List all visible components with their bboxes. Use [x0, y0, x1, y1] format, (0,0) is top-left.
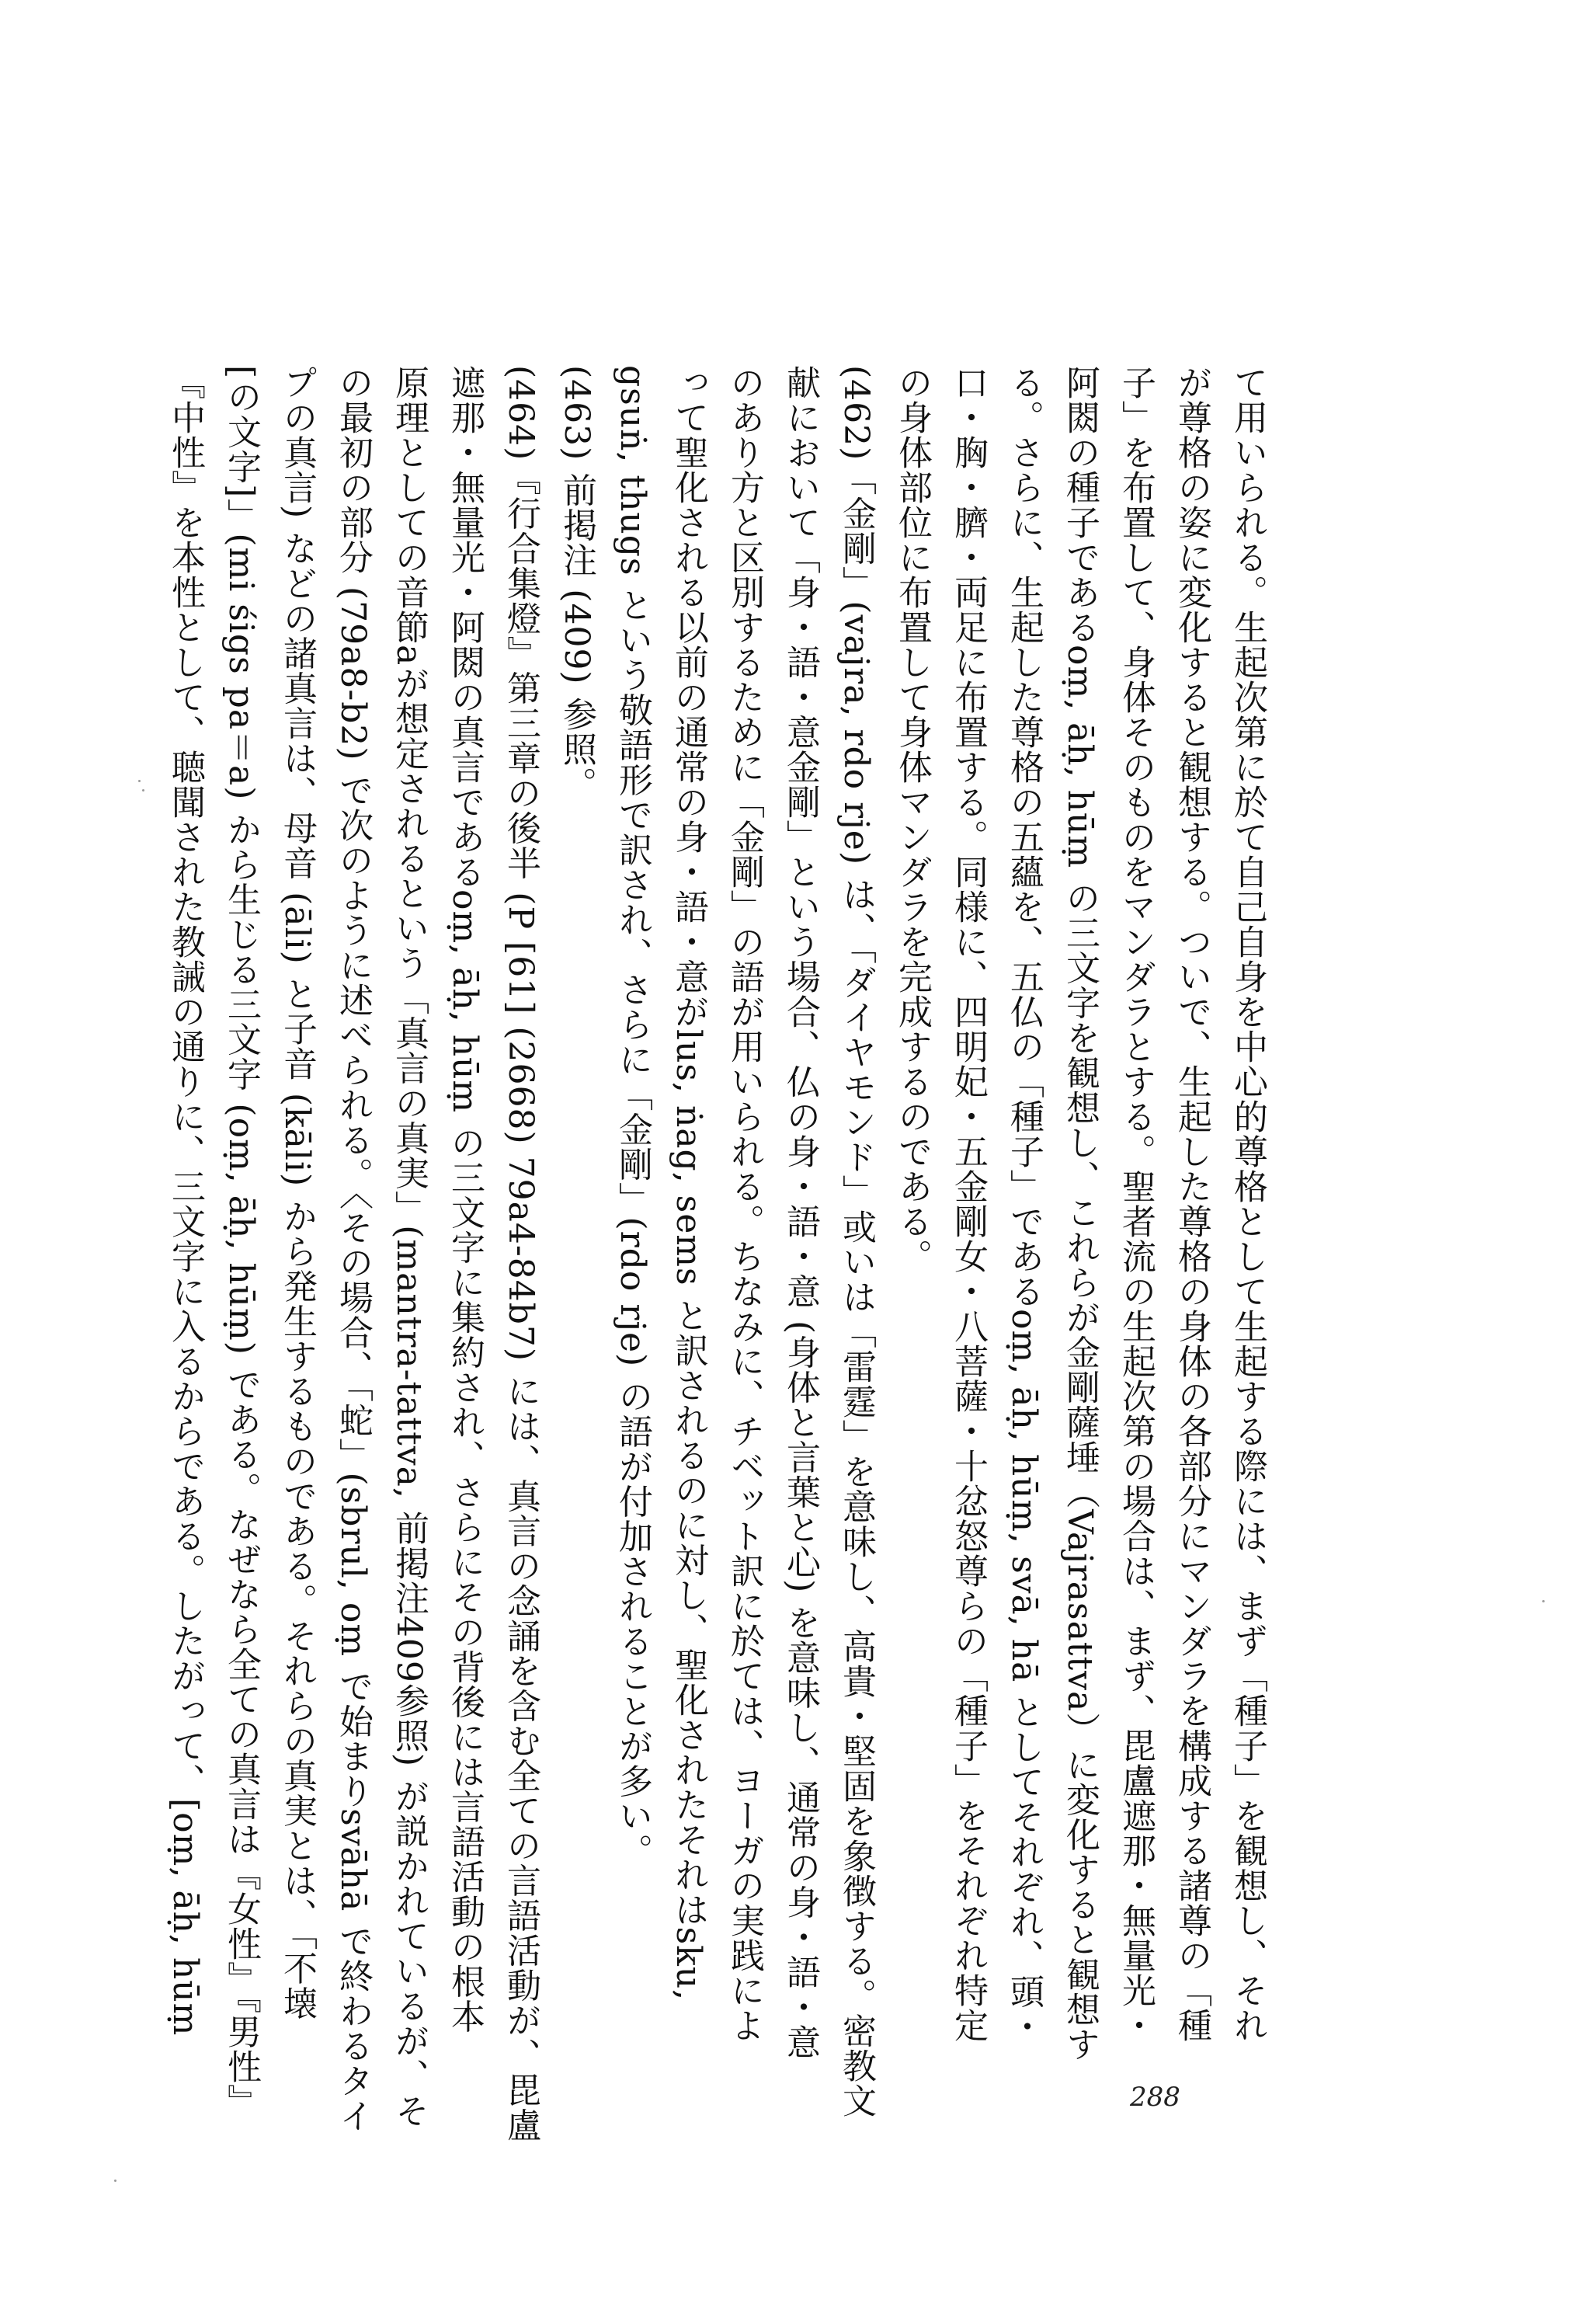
text-line: 献において「身・語・意金剛」という場合、仏の身・語・意 (身体と言葉と心) を意味し、通常の身・語・意 — [780, 365, 820, 2060]
text-line: の身体部位に布置して身体マンダラを完成するのである。 — [892, 365, 932, 1274]
text-line: プの真言) などの諸真言は、母音 (āli) と子音 (kāli) から発生するものである。それらの真実とは、「不壊 — [277, 365, 317, 2021]
scan-speck — [114, 2180, 116, 2182]
text-line: [の文字]」(mi śigs pa＝a) から生じる三文字 (oṃ, āḥ, hūṃ) である。なぜなら全ての真言は『女性』『男性』 — [221, 365, 261, 2119]
text-line: る。さらに、生起した尊格の五蘊を、五仏の「種子」であるoṃ, āḥ, hūṃ, svā, hā としてそれぞれ、頭・ — [1004, 365, 1044, 2044]
text-line: て用いられる。生起次第に於て自己自身を中心的尊格として生起する際には、まず「種子」を観想し、それ — [1228, 365, 1267, 2043]
text-line: 口・胸・臍・両足に布置する。同様に、四明妃・五金剛女・八菩薩・十忿怒尊らの「種子」をそれぞれ特定 — [948, 365, 988, 2043]
text-line: 子」を布置して、身体そのものをマンダラとする。聖者流の生起次第の場合は、まず、毘盧遮那・無量光・ — [1116, 365, 1156, 2043]
text-line: 原理としての音節aが想定されるという「真言の真実」(mantra-tattva, 前掲注409参照) が説かれているが、そ — [389, 365, 429, 2128]
text-line: のあり方と区別するために「金剛」の語が用いられる。ちなみに、チベット訳に於ては、ヨーガの実践によ — [725, 365, 764, 2043]
text-line: 阿閦の種子であるoṃ, āḥ, hūṃ の三文字を観想し、これらが金剛薩埵（Vajrasattva）に変化すると観想す — [1060, 365, 1100, 2062]
text-line: gsuṅ, thugs という敬語形で訳され、さらに「金剛」(rdo rje) の語が付加されることが多い。 — [613, 365, 652, 1869]
scan-speck — [142, 789, 144, 791]
text-line: が尊格の姿に変化すると観想する。ついで、生起した尊格の身体の各部分にマンダラを構成する諸尊の「種 — [1172, 365, 1211, 2043]
text-line: (463) 前掲注 (409) 参照。 — [557, 365, 596, 802]
scan-speck — [138, 780, 141, 782]
text-line: 『中性』を本性として、聴聞された教誡の通りに、三文字に入るからである。したがって、[oṃ, āḥ, hūṃ — [165, 365, 205, 2037]
text-line: 遮那・無量光・阿閦の真言であるoṃ, āḥ, hūṃ の三文字に集約され、さらにその背後には言語活動の根本 — [445, 365, 485, 2034]
text-line: (464)『行合集燈』第三章の後半 (P [61] (2668) 79a4-84b7) には、真言の念誦を含む全ての言語活動が、毘盧 — [501, 365, 540, 2143]
scan-speck — [1542, 1600, 1545, 1602]
page-number: 288 — [1130, 2082, 1180, 2113]
text-line: (462)「金剛」(vajra, rdo rje) は、「ダイヤモンド」或いは「雷霆」を意味し、高貴・堅固を象徴する。密教文 — [836, 365, 876, 2118]
text-line: の最初の部分 (79a8-b2) で次のように述べられる。〈その場合、「蛇」(sbrul, oṃ で始まりsvāhā で終わるタイ — [333, 365, 373, 2134]
text-line: って聖化される以前の通常の身・語・意がlus, ṅag, sems と訳されるのに対し、聖化されたそれはsku, — [669, 365, 708, 2002]
